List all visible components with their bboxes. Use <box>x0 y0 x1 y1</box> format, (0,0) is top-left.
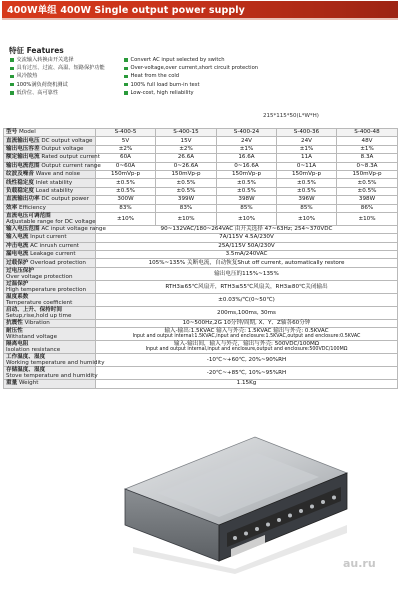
row-value: 8.3A <box>337 154 398 162</box>
table-row <box>4 380 398 388</box>
row-value: ±0.5% <box>156 187 217 195</box>
row-value <box>96 341 398 354</box>
row-value-line: 输入-输出:1.5KVAC 输入与外壳: 1.5KVAC 输出与外壳: 0.5KVAC <box>164 328 329 335</box>
feature-item: Convert AC input selected by switch <box>124 56 258 64</box>
row-label: 线性稳定度 Inlet stability <box>4 179 96 187</box>
table-row <box>4 259 398 267</box>
row-value: 85% <box>217 204 277 212</box>
row-value: ±0.03%/℃(0~50℃) <box>96 293 398 306</box>
row-label: 输出电压容差 Output voltage <box>4 145 96 153</box>
row-label: 直流输出电压 DC output voltage <box>4 137 96 145</box>
model-name: S-400-15 <box>156 129 217 137</box>
features-list-en <box>124 56 258 97</box>
row-label: 温度系数 Temperature coefficient <box>4 293 96 306</box>
row-value: ±0.5% <box>96 187 156 195</box>
row-value: 150mVp-p <box>277 170 337 178</box>
row-value: 24V <box>277 137 337 145</box>
row-value: 200ms,100ms, 30ms <box>96 306 398 319</box>
row-value: 1.15Kg <box>96 380 398 388</box>
row-value: 85% <box>277 204 337 212</box>
feature-item: 100%满负荷烧机测试 <box>10 81 105 89</box>
row-value: ±2% <box>96 145 156 153</box>
row-value: 输出电压的115%~135% <box>96 267 398 280</box>
table-row <box>4 145 398 153</box>
model-name: S-400-48 <box>337 129 398 137</box>
table-row <box>4 212 398 225</box>
row-value: 399W <box>156 196 217 204</box>
row-value: ±10% <box>277 212 337 225</box>
features-list-zh <box>10 56 105 97</box>
row-value: ±0.5% <box>337 187 398 195</box>
table-row <box>4 341 398 354</box>
row-label: 输出电流范围 Output current range <box>4 162 96 170</box>
row-value: 0~60A <box>96 162 156 170</box>
row-value: 86% <box>337 204 398 212</box>
row-value: ±1% <box>337 145 398 153</box>
row-label: 隔离电阻 Isolation resistance <box>4 341 96 354</box>
table-row <box>4 154 398 162</box>
model-header-cell: 型号 Model <box>4 129 96 137</box>
row-label: 直流电压可调范围 Adjustable range for DC voltage <box>4 212 96 225</box>
row-label: 直流输出功率 DC output power <box>4 196 96 204</box>
header-divider <box>2 18 398 20</box>
row-value-line: 输入-输出间，输入与外壳，输出与外壳: 500VDC/100MΩ <box>173 341 320 348</box>
model-name: S-400-36 <box>277 129 337 137</box>
row-value: ±10% <box>337 212 398 225</box>
model-name: S-400-5 <box>96 129 156 137</box>
row-value: ±1% <box>217 145 277 153</box>
row-value: 150mVp-p <box>217 170 277 178</box>
row-value: 0~11A <box>277 162 337 170</box>
row-label: 冲击电流 AC inrush current <box>4 242 96 250</box>
row-value: 0~16.6A <box>217 162 277 170</box>
row-value: 3.5mA/240VAC <box>96 251 398 259</box>
row-value: -20℃~+85℃, 10%~95%RH <box>96 367 398 380</box>
feature-item: 具有过压、过流、高温、短路保护功能 <box>10 64 105 72</box>
row-label: 过载保护 Overload protection <box>4 259 96 267</box>
row-label: 存储温度、湿度 Stove temperature and humidity <box>4 367 96 380</box>
bullet-icon <box>10 67 14 71</box>
bullet-icon <box>124 83 128 87</box>
row-value: 90~132VAC/180~264VAC 由开关选择 47~63Hz; 254~370VDC <box>96 225 398 233</box>
table-row <box>4 267 398 280</box>
table-row <box>4 234 398 242</box>
row-value: 15V <box>156 137 217 145</box>
feature-item: 100% full load burn-in test <box>124 81 258 89</box>
feature-item: 低价位、高可靠性 <box>10 89 105 97</box>
row-label: 漏电电流 Leakage current <box>4 251 96 259</box>
table-row <box>4 328 398 341</box>
features-title: 特征 Features <box>9 46 64 55</box>
table-row <box>4 137 398 145</box>
row-value: 5V <box>96 137 156 145</box>
row-value: 25A/115V 50A/230V <box>96 242 398 250</box>
bullet-icon <box>10 83 14 87</box>
row-value: RTH3≥65℃风扇开，RTH3≤55℃风扇关，RH3≥80℃关闭输出 <box>96 280 398 293</box>
row-label: 输入电压范围 AC input voltage range <box>4 225 96 233</box>
row-value: 7A/115V 4.5A/230V <box>96 234 398 242</box>
table-header-row <box>4 129 398 137</box>
row-value: ±0.5% <box>217 179 277 187</box>
spec-table <box>3 128 398 389</box>
row-value: 105%~135% 关断电流，自动恢复Shut off current, automatically restore <box>96 259 398 267</box>
row-value: 398W <box>337 196 398 204</box>
row-value: 150mVp-p <box>96 170 156 178</box>
table-row <box>4 179 398 187</box>
table-row <box>4 196 398 204</box>
table-row <box>4 170 398 178</box>
table-row <box>4 280 398 293</box>
row-value: ±0.5% <box>277 187 337 195</box>
row-value: -10℃~+60℃, 20%~90%RH <box>96 354 398 367</box>
watermark: au.ru <box>343 557 376 570</box>
row-value: 24V <box>217 137 277 145</box>
spec-table-body <box>4 129 398 389</box>
row-value: 150mVp-p <box>156 170 217 178</box>
row-value: 300W <box>96 196 156 204</box>
table-row <box>4 251 398 259</box>
row-label: 纹波及噪音 Wave and noise <box>4 170 96 178</box>
row-value: ±10% <box>156 212 217 225</box>
table-row <box>4 367 398 380</box>
bullet-icon <box>10 91 14 95</box>
row-value: 26.6A <box>156 154 217 162</box>
feature-item: Heat from the cold <box>124 72 258 80</box>
table-row <box>4 306 398 319</box>
row-label: 重量 Weight <box>4 380 96 388</box>
row-label: 过电压保护 Over voltage protection <box>4 267 96 280</box>
table-row <box>4 204 398 212</box>
bullet-icon <box>10 58 14 62</box>
table-row <box>4 187 398 195</box>
row-label: 输入电流 Input current <box>4 234 96 242</box>
row-value: ±0.5% <box>96 179 156 187</box>
row-label: 过温保护 High temperature protection <box>4 280 96 293</box>
row-label: 负载稳定度 Load stability <box>4 187 96 195</box>
bullet-icon <box>124 67 128 71</box>
row-label: 耐压性 Withstand voltage <box>4 328 96 341</box>
row-label: 效率 Efficiency <box>4 204 96 212</box>
bullet-icon <box>10 75 14 79</box>
page-title: 400W单组 400W Single output power supply <box>7 5 245 16</box>
header-banner <box>2 1 398 18</box>
bullet-icon <box>124 75 128 79</box>
model-name: S-400-24 <box>217 129 277 137</box>
table-row <box>4 319 398 327</box>
row-label: 工作温度、湿度 Working temperature and humidity <box>4 354 96 367</box>
row-value: ±0.5% <box>156 179 217 187</box>
row-value: ±10% <box>217 212 277 225</box>
row-value: 83% <box>96 204 156 212</box>
table-row <box>4 354 398 367</box>
row-value: 48V <box>337 137 398 145</box>
row-value: 10~500Hz,2G 10分钟/周期, X、Y、Z轴各60分钟 <box>96 319 398 327</box>
table-row <box>4 162 398 170</box>
table-row <box>4 225 398 233</box>
dimensions-label: 215*115*50(L*W*H) <box>263 113 319 119</box>
row-value: 11A <box>277 154 337 162</box>
row-value: 60A <box>96 154 156 162</box>
row-value: 396W <box>277 196 337 204</box>
row-value-line: Input and output internal:1.5KVAC,input and enclosure:1.5KVAC,output and enclosure:0.5KVAC <box>132 334 361 340</box>
row-label: 启动、上升、保持时间 Setup,rise,hold up time <box>4 306 96 319</box>
row-value: 398W <box>217 196 277 204</box>
row-label: 额定输出电流 Rated output current <box>4 154 96 162</box>
row-value: ±0.5% <box>337 179 398 187</box>
row-value: ±0.5% <box>277 179 337 187</box>
feature-item: Low-cost, high reliability <box>124 89 258 97</box>
row-label: 抗震性 Vibration <box>4 319 96 327</box>
power-supply-unit-icon <box>115 437 355 574</box>
table-row <box>4 293 398 306</box>
bullet-icon <box>124 58 128 62</box>
row-value: 0~8.3A <box>337 162 398 170</box>
row-value: 0~26.6A <box>156 162 217 170</box>
feature-item: 交流输入转换由开关选择 <box>10 56 105 64</box>
row-value: ±2% <box>156 145 217 153</box>
row-value-line: Input and output internal,input and enclosure,output and enclosure:500VDC/100MΩ <box>145 347 348 353</box>
row-value: ±1% <box>277 145 337 153</box>
feature-item: Over-voltage,over current,short circuit protection <box>124 64 258 72</box>
feature-item: 风冷散热 <box>10 72 105 80</box>
row-value: 150mVp-p <box>337 170 398 178</box>
table-row <box>4 242 398 250</box>
row-value: 83% <box>156 204 217 212</box>
bullet-icon <box>124 91 128 95</box>
row-value: 16.6A <box>217 154 277 162</box>
row-value <box>96 328 398 341</box>
row-value: ±0.5% <box>217 187 277 195</box>
row-value: ±10% <box>96 212 156 225</box>
